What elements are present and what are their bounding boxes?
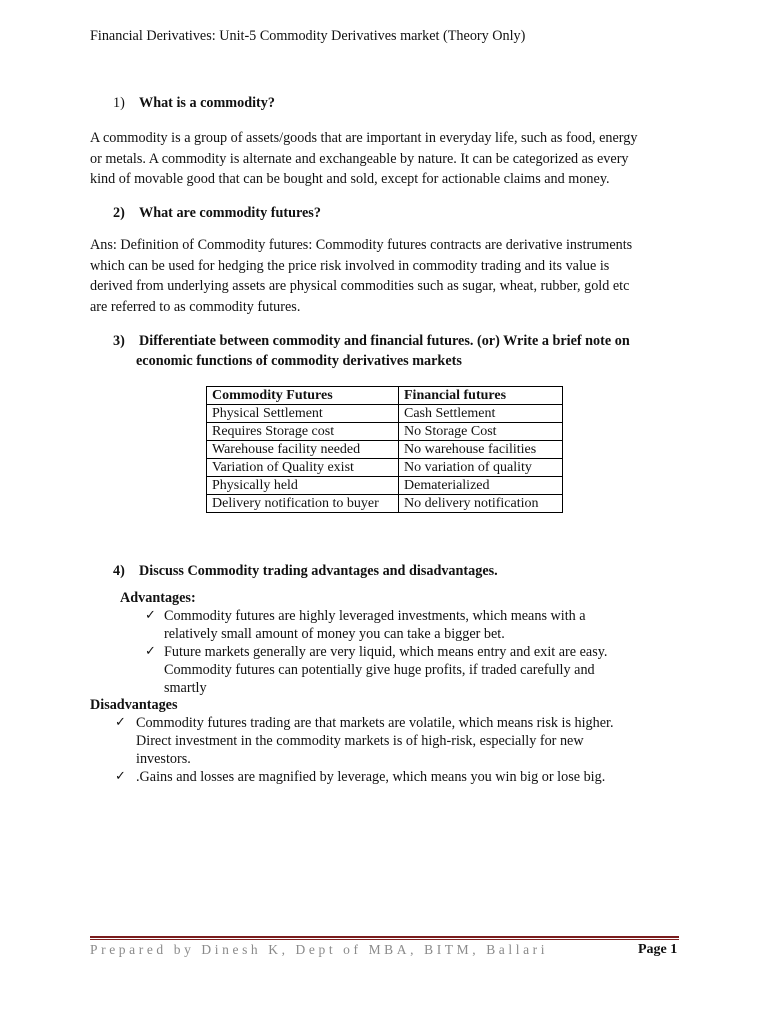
table-cell: Cash Settlement bbox=[399, 405, 563, 423]
question-3-title-line-2: economic functions of commodity derivatives markets bbox=[136, 353, 462, 369]
table-cell: No delivery notification bbox=[399, 495, 563, 513]
table-cell: Physical Settlement bbox=[207, 405, 399, 423]
footer-prepared-by: Prepared by Dinesh K, Dept of MBA, BITM, Ballari bbox=[90, 942, 549, 957]
table-cell: No Storage Cost bbox=[399, 423, 563, 441]
table-header-row bbox=[207, 387, 563, 405]
disadvantage-line: investors. bbox=[136, 751, 191, 767]
checkmark-icon: ✓ bbox=[145, 643, 156, 658]
advantage-line: Commodity futures are highly leveraged investments, which means with a bbox=[164, 608, 586, 624]
disadvantage-line: Commodity futures trading are that markets are volatile, which means risk is higher. bbox=[136, 715, 614, 731]
question-1-title: What is a commodity? bbox=[139, 95, 275, 111]
answer-2-paragraph bbox=[90, 235, 680, 317]
table-cell: No warehouse facilities bbox=[399, 441, 563, 459]
checkmark-icon: ✓ bbox=[145, 607, 156, 622]
advantage-line: Future markets generally are very liquid, which means entry and exit are easy. bbox=[164, 644, 608, 660]
table-row bbox=[207, 477, 563, 495]
question-2-heading bbox=[113, 205, 321, 222]
question-2-number: 2) bbox=[113, 205, 125, 221]
advantage-line: smartly bbox=[164, 680, 207, 696]
advantage-line: relatively small amount of money you can take a bigger bet. bbox=[164, 626, 505, 642]
checkmark-icon: ✓ bbox=[115, 768, 126, 783]
table-row bbox=[207, 423, 563, 441]
table-cell: Warehouse facility needed bbox=[207, 441, 399, 459]
table-header-cell: Commodity Futures bbox=[207, 387, 399, 405]
question-3-title-line-1: Differentiate between commodity and financial futures. (or) Write a brief note on bbox=[139, 333, 630, 349]
answer-2-line: Ans: Definition of Commodity futures: Commodity futures contracts are derivative instruments bbox=[90, 237, 633, 253]
table-header-cell: Financial futures bbox=[399, 387, 563, 405]
question-4-number: 4) bbox=[113, 563, 125, 579]
table-cell: Physically held bbox=[207, 477, 399, 495]
question-3-heading bbox=[113, 333, 630, 350]
answer-1-line: or metals. A commodity is alternate and exchangeable by nature. It can be categorized as every bbox=[90, 150, 629, 167]
advantage-item bbox=[164, 643, 607, 697]
disadvantages-heading: Disadvantages bbox=[90, 697, 178, 713]
answer-2-line: which can be used for hedging the price risk involved in commodity trading and its value is bbox=[90, 257, 610, 274]
table-row bbox=[207, 495, 563, 513]
disadvantage-line: .Gains and losses are magnified by leverage, which means you win big or lose big. bbox=[136, 769, 606, 785]
question-1-number: 1) bbox=[113, 95, 125, 111]
disadvantage-line: Direct investment in the commodity markets is of high-risk, especially for new bbox=[136, 733, 584, 749]
answer-2-line: derived from underlying assets are physical commodities such as sugar, wheat, rubber, gold etc bbox=[90, 278, 630, 295]
footer-rule-thin bbox=[90, 939, 679, 940]
table-cell: Dematerialized bbox=[399, 477, 563, 495]
question-1-heading bbox=[113, 95, 275, 112]
question-4-heading bbox=[113, 563, 498, 580]
advantages-heading: Advantages: bbox=[120, 590, 196, 606]
question-2-title: What are commodity futures? bbox=[139, 205, 321, 221]
question-4-title: Discuss Commodity trading advantages and disadvantages. bbox=[139, 563, 498, 579]
comparison-table bbox=[206, 386, 563, 513]
advantage-line: Commodity futures can potentially give huge profits, if traded carefully and bbox=[164, 662, 595, 678]
answer-1-paragraph bbox=[90, 128, 680, 190]
table-cell: No variation of quality bbox=[399, 459, 563, 477]
question-3-number: 3) bbox=[113, 333, 125, 349]
answer-2-line: are referred to as commodity futures. bbox=[90, 298, 301, 315]
table-row bbox=[207, 441, 563, 459]
document-header: Financial Derivatives: Unit-5 Commodity Derivatives market (Theory Only) bbox=[90, 28, 526, 44]
footer-rule bbox=[90, 936, 679, 938]
table-row bbox=[207, 459, 563, 477]
table-cell: Variation of Quality exist bbox=[207, 459, 399, 477]
answer-1-line: A commodity is a group of assets/goods that are important in everyday life, such as food, energy bbox=[90, 130, 638, 146]
advantage-item bbox=[164, 607, 586, 643]
checkmark-icon: ✓ bbox=[115, 714, 126, 729]
table-row bbox=[207, 405, 563, 423]
table-cell: Delivery notification to buyer bbox=[207, 495, 399, 513]
table-cell: Requires Storage cost bbox=[207, 423, 399, 441]
disadvantage-item bbox=[136, 768, 605, 786]
answer-1-line: kind of movable good that can be bought and sold, except for actionable claims and money. bbox=[90, 171, 610, 188]
disadvantage-item bbox=[136, 714, 614, 768]
page-number: Page 1 bbox=[638, 942, 678, 957]
